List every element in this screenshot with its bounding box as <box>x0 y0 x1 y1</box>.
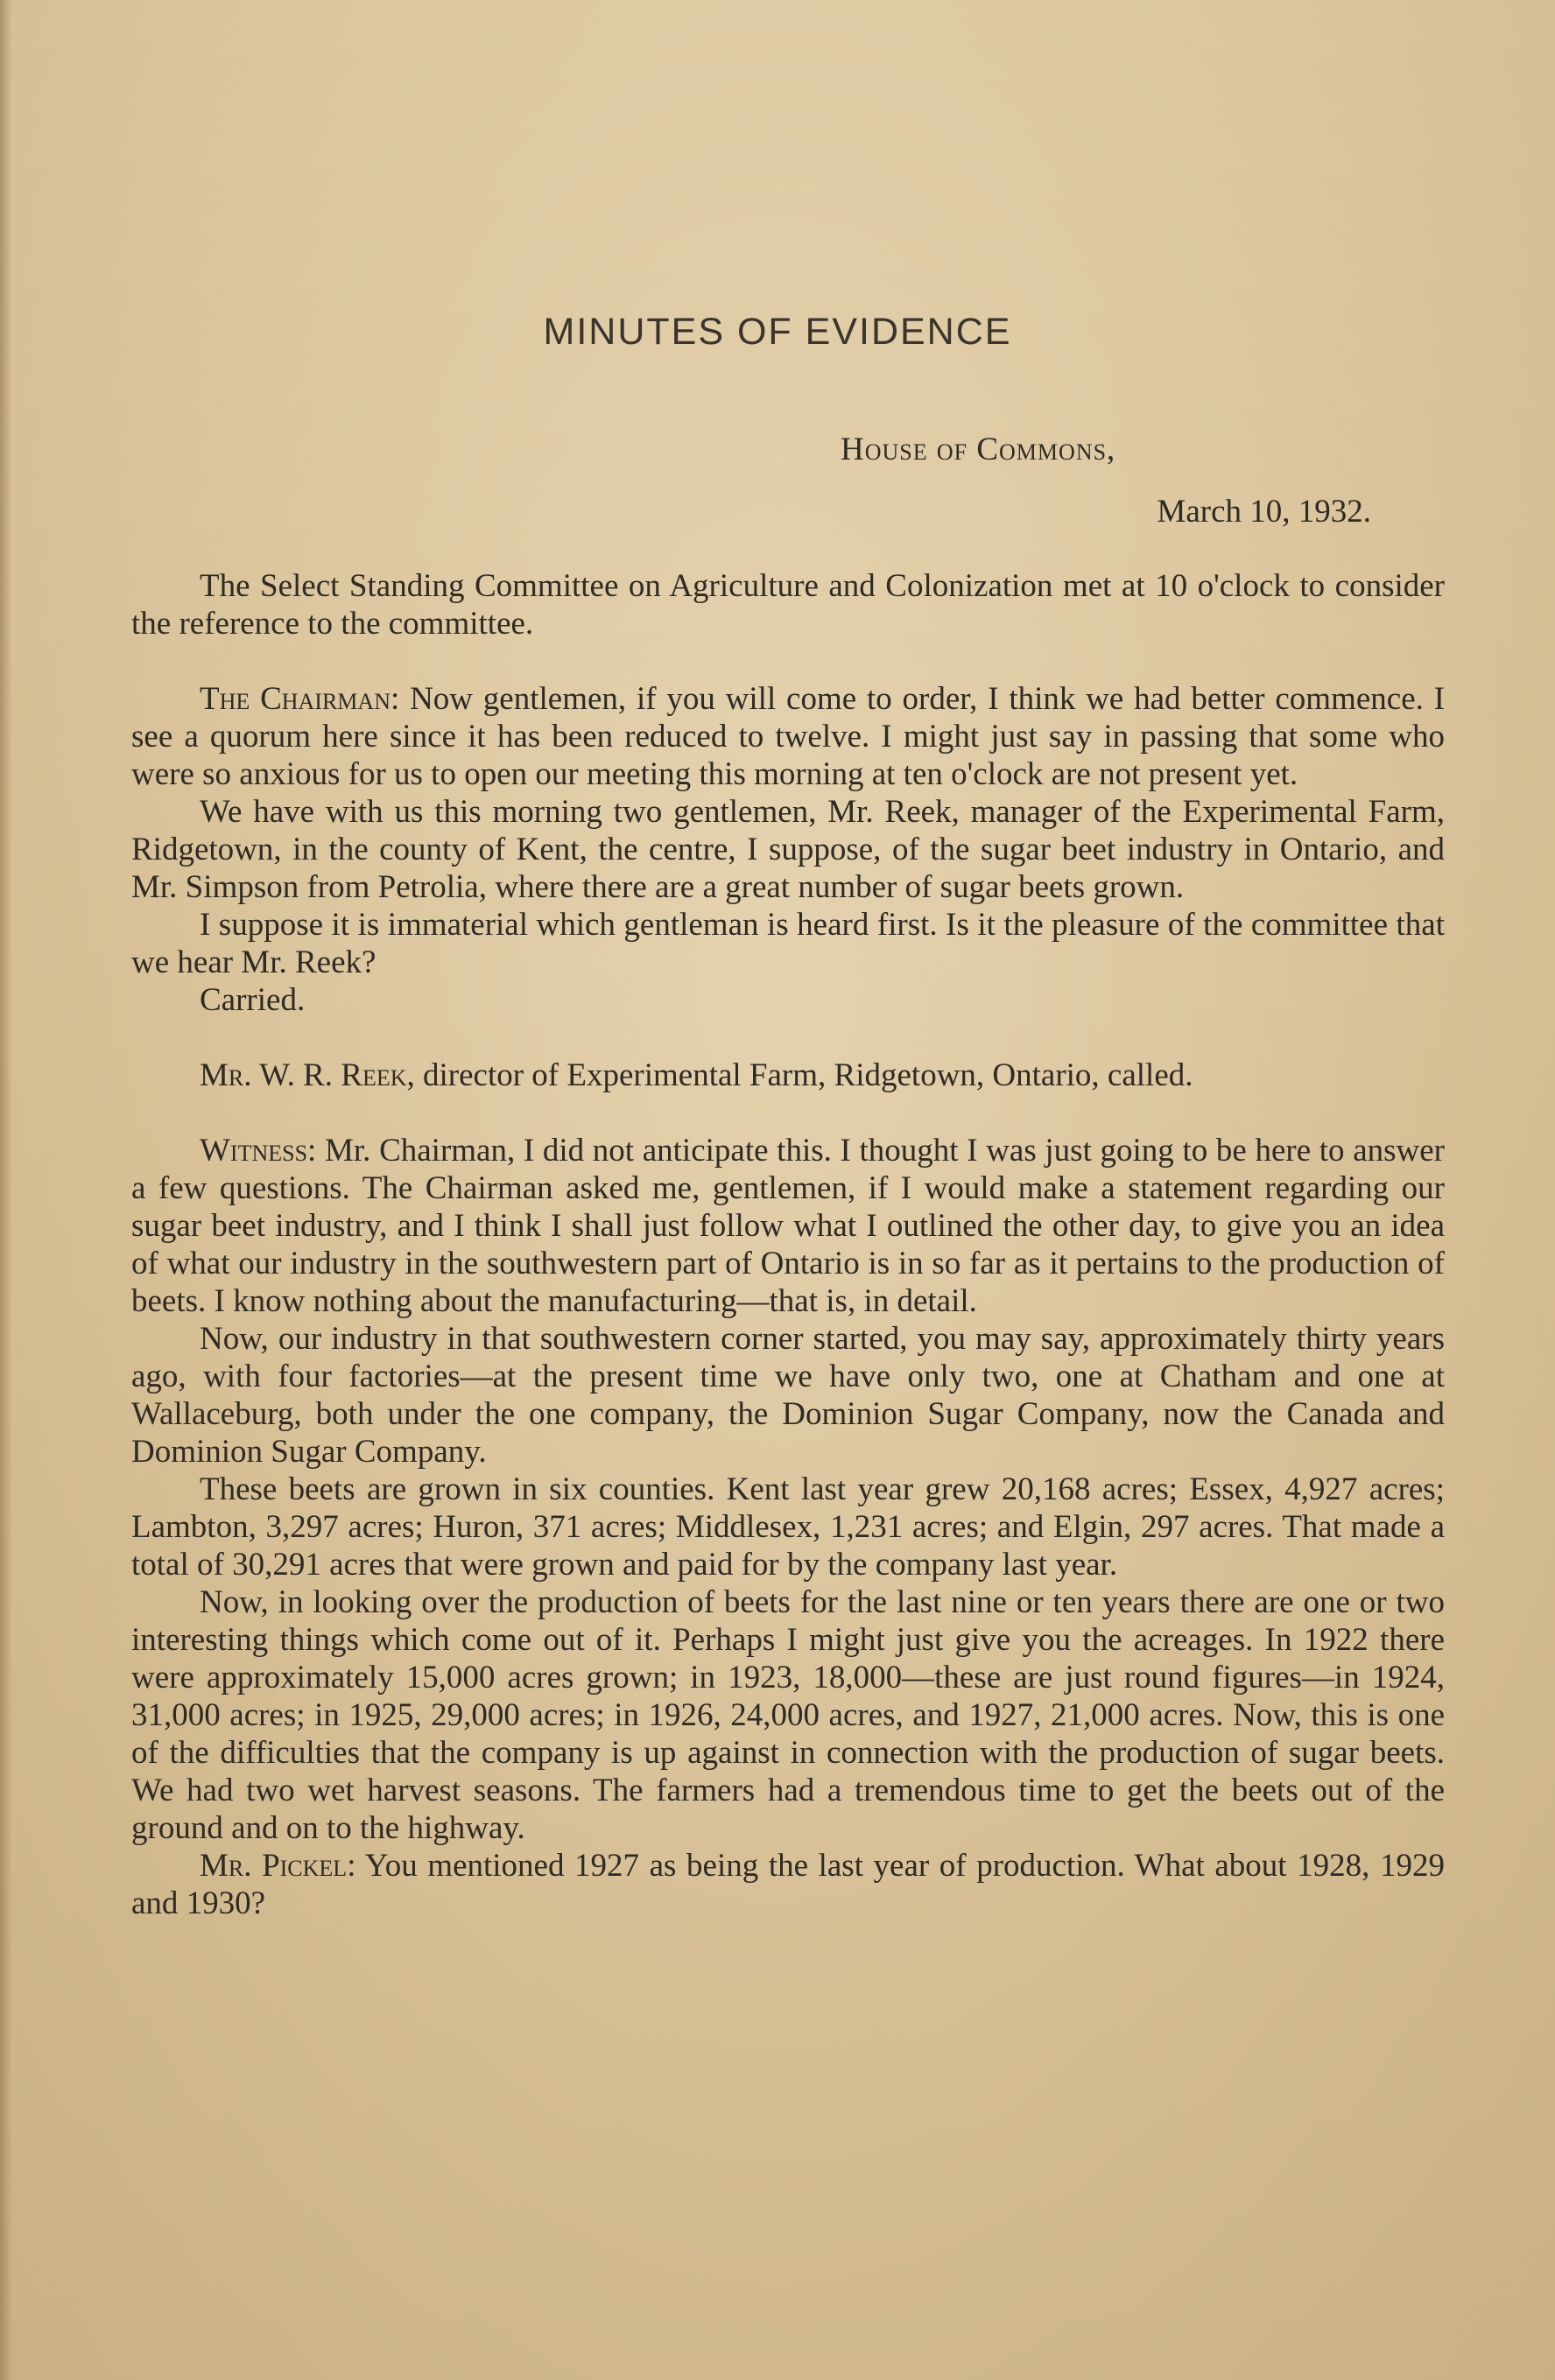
paragraph-witness-statement <box>131 1132 1445 1320</box>
paragraph-text: director of Experimental Farm, Ridgetown, Ontario, called. <box>423 1057 1193 1093</box>
paragraph-pickel-question <box>131 1847 1445 1922</box>
paragraph-opening <box>131 567 1445 642</box>
speaker-label: Witness: <box>200 1133 317 1169</box>
paragraph-county-acreage <box>131 1471 1445 1583</box>
paragraph-text: The Select Standing Committee on Agriculture and Colonization met at 10 o'clock to consider the reference to the committee. <box>131 568 1445 642</box>
session-place: House of Commons, <box>841 432 1116 467</box>
paragraph-text: Now, in looking over the production of beets for the last nine or ten years there are one or two interesting things which come out of it. Perhaps I might just give you the acreages. In 1922 there were approximately 15,000 acres grown; in 1923, 18,000—these are just round figures—in 1924, 31,000 acres; in 1925, 29,000 acres; in 1926, 24,000 acres, and 1927, 21,000 acres. Now, this is one of the difficulties that the company is up against in connection with the production of sugar beets. We had two wet harvest seasons. The farmers had a tremendous time to get the beets out of the ground and on to the highway. <box>131 1584 1445 1846</box>
page-heading: MINUTES OF EVIDENCE <box>543 311 1012 353</box>
paragraph-text: Carried. <box>200 982 306 1018</box>
minutes-body <box>131 567 1445 1922</box>
paragraph-chairman-remarks <box>131 680 1445 793</box>
paragraph-yearly-acreage <box>131 1583 1445 1847</box>
page-left-edge <box>0 0 12 2380</box>
speaker-label: Mr. W. R. Reek, <box>200 1057 415 1093</box>
speaker-label: The Chairman: <box>200 681 400 717</box>
paragraph-text: Mr. Chairman, I did not anticipate this. I thought I was just going to be here to answer a few questions. The Chairman asked me, gentlemen, if I would make a statement regarding our sugar beet industry, and I think I shall just follow what I outlined the other day, to give you an idea of what our industry in the southwestern part of Ontario is in so far as it pertains to the production of beets. I know nothing about the manufacturing—that is, in detail. <box>131 1133 1445 1319</box>
paragraph-witness-called <box>131 1057 1445 1094</box>
speaker-label: Mr. Pickel: <box>200 1848 356 1884</box>
paragraph-text: You mentioned 1927 as being the last year of production. What about 1928, 1929 and 1930? <box>131 1848 1445 1921</box>
paragraph-industry-history <box>131 1320 1445 1471</box>
paragraph-text: We have with us this morning two gentlemen, Mr. Reek, manager of the Experimental Farm, Ridgetown, in the county of Kent, the centre, I suppose, of the sugar beet industry in Ontario, and Mr. Simpson from Petrolia, where there are a great number of sugar beets grown. <box>131 794 1445 905</box>
session-date: March 10, 1932. <box>1157 494 1371 530</box>
paragraph-guests-introduction <box>131 793 1445 906</box>
paragraph-text: These beets are grown in six counties. Kent last year grew 20,168 acres; Essex, 4,927 acres; Lambton, 3,297 acres; Huron, 371 acres; Middlesex, 1,231 acres; and Elgin, 297 acres. That made a total of 30,291 acres that were grown and paid for by the company last year. <box>131 1471 1445 1583</box>
paragraph-text: Now gentlemen, if you will come to order, I think we had better commence. I see a quorum here since it has been reduced to twelve. I might just say in passing that some who were so anxious for us to open our meeting this morning at ten o'clock are not present yet. <box>131 681 1446 792</box>
paragraph-order-question <box>131 906 1445 981</box>
paragraph-text: Now, our industry in that southwestern corner started, you may say, approximately thirty years ago, with four factories—at the present time we have only two, one at Chatham and one at Wallaceburg, both under the one company, the Dominion Sugar Company, now the Canada and Dominion Sugar Company. <box>131 1321 1445 1470</box>
paragraph-text: I suppose it is immaterial which gentleman is heard first. Is it the pleasure of the committee that we hear Mr. Reek? <box>131 907 1445 980</box>
paragraph-carried <box>131 981 1445 1019</box>
